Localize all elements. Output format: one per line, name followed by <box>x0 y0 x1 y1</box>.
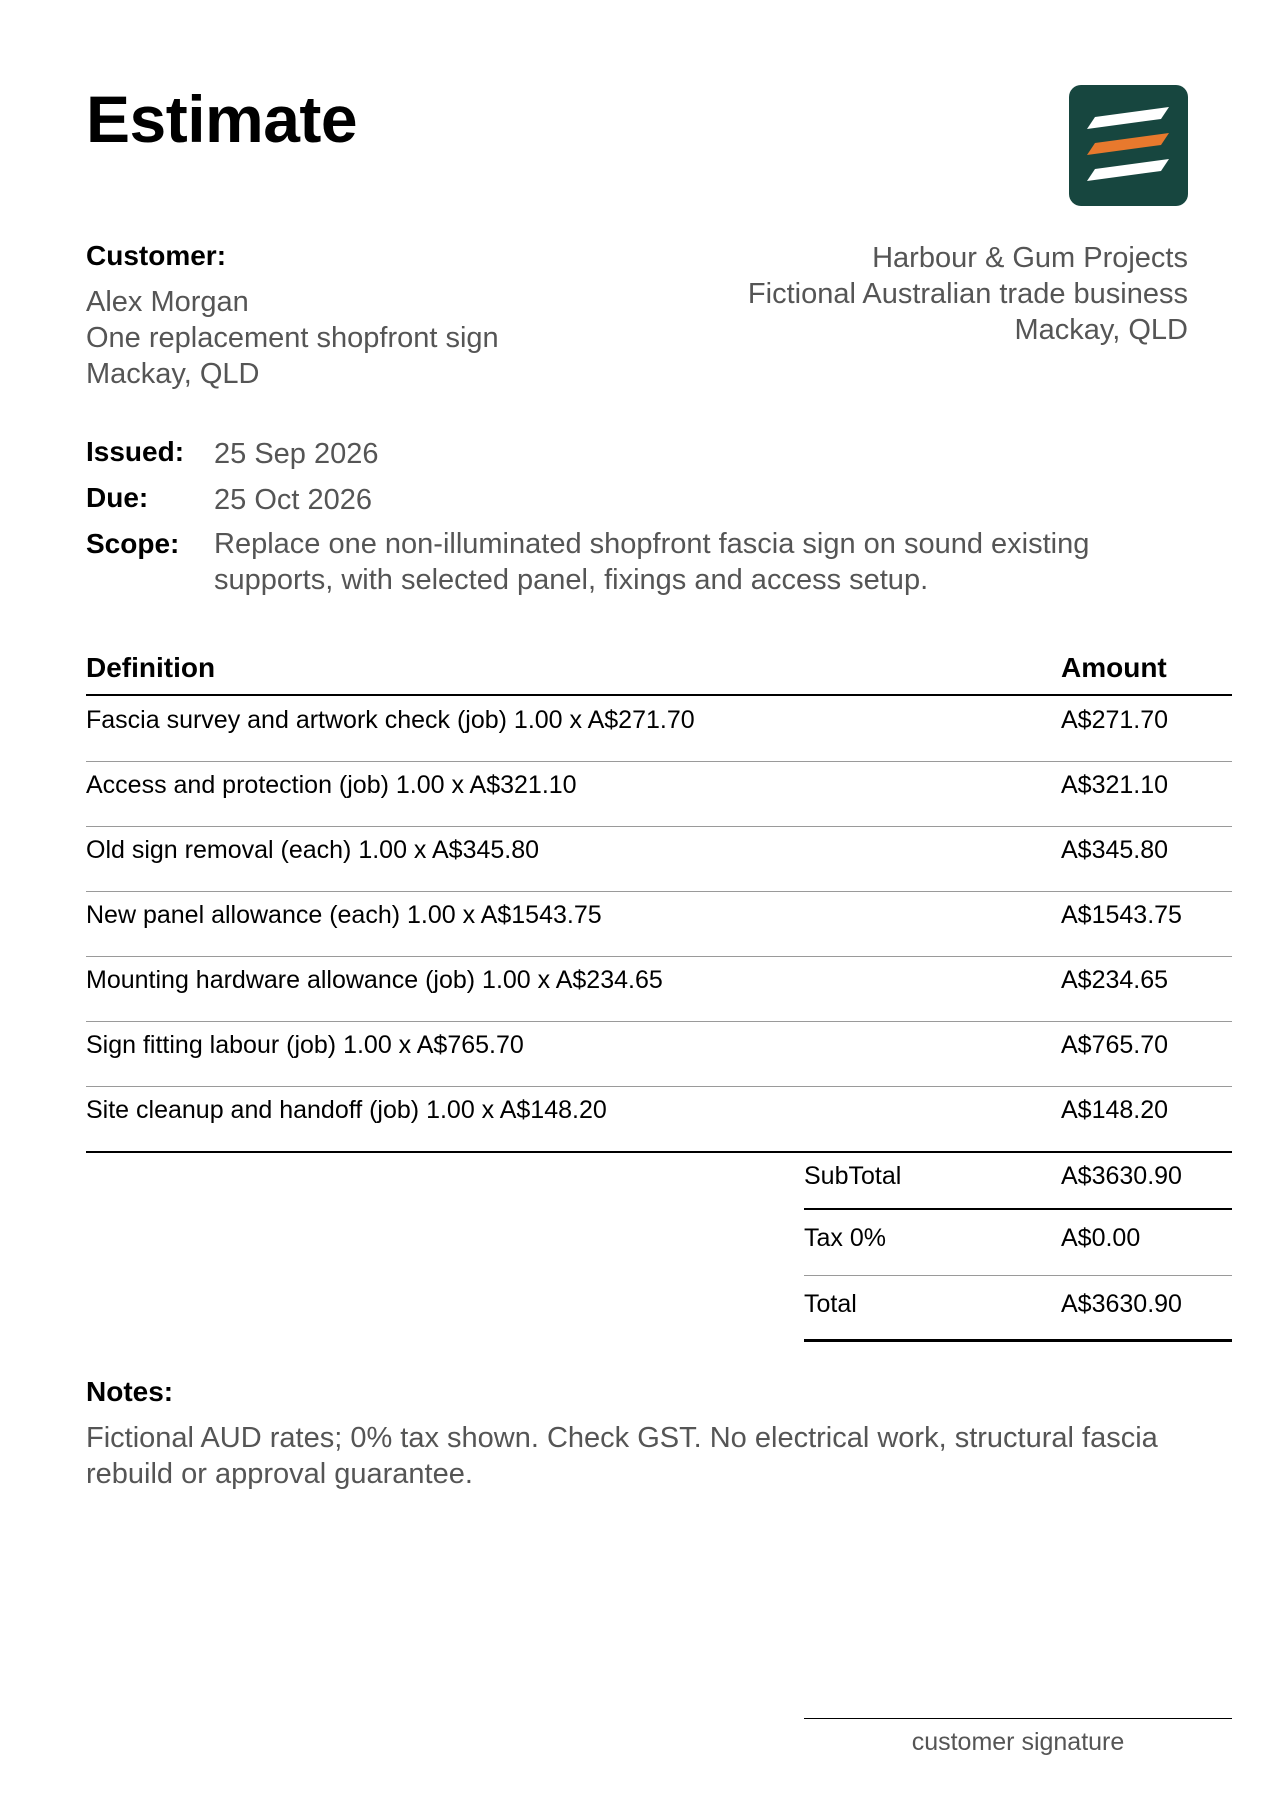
row-amount: A$234.65 <box>1061 966 1169 994</box>
row-amount: A$271.70 <box>1061 706 1169 734</box>
table-row <box>86 1086 1232 1153</box>
total-row <box>804 1276 1232 1342</box>
stacked-layers-logo-icon <box>1069 85 1188 206</box>
table-row <box>86 826 1232 892</box>
row-amount: A$765.70 <box>1061 1031 1169 1059</box>
row-definition: Site cleanup and handoff (job) 1.00 x A$148.20 <box>86 1096 607 1124</box>
row-amount: A$321.10 <box>1061 771 1169 799</box>
subtotal-label: SubTotal <box>804 1162 902 1190</box>
notes-text: Fictional AUD rates; 0% tax shown. Check GST. No electrical work, structural fascia rebuild or approval guarantee. <box>86 1422 1158 1490</box>
scope-text: Replace one non-illuminated shopfront fascia sign on sound existing supports, with selected panel, fixings and access setup. <box>214 528 1090 596</box>
business-details <box>748 240 1188 348</box>
business-name: Harbour & Gum Projects <box>872 242 1188 274</box>
table-row <box>86 696 1232 762</box>
total-value: A$3630.90 <box>1061 1290 1182 1318</box>
signature-line <box>804 1718 1232 1719</box>
scope-label: Scope: <box>86 528 180 559</box>
row-definition: Sign fitting labour (job) 1.00 x A$765.70 <box>86 1031 524 1059</box>
notes-label: Notes: <box>86 1376 174 1407</box>
tax-row <box>804 1210 1232 1276</box>
row-amount: A$345.80 <box>1061 836 1169 864</box>
business-description: Fictional Australian trade business <box>747 278 1188 310</box>
customer-job: One replacement shopfront sign <box>86 322 499 354</box>
subtotal-row <box>804 1152 1232 1210</box>
total-label: Total <box>804 1290 857 1318</box>
issued-label: Issued: <box>86 436 185 467</box>
row-definition: Mounting hardware allowance (job) 1.00 x A$234.65 <box>86 966 663 994</box>
table-row <box>86 761 1232 827</box>
row-amount: A$148.20 <box>1061 1096 1169 1124</box>
customer-label: Customer: <box>86 240 227 271</box>
due-date: 25 Oct 2026 <box>214 484 372 516</box>
row-amount: A$1543.75 <box>1061 901 1182 929</box>
issued-date: 25 Sep 2026 <box>214 438 379 470</box>
due-label: Due: <box>86 482 149 513</box>
definition-header: Definition <box>86 652 216 683</box>
customer-name: Alex Morgan <box>86 286 249 318</box>
subtotal-value: A$3630.90 <box>1061 1162 1182 1190</box>
tax-label: Tax 0% <box>804 1224 886 1252</box>
row-definition: Access and protection (job) 1.00 x A$321.10 <box>86 771 577 799</box>
customer-location: Mackay, QLD <box>86 358 260 390</box>
amount-header: Amount <box>1061 652 1167 683</box>
row-definition: Old sign removal (each) 1.00 x A$345.80 <box>86 836 540 864</box>
table-row <box>86 891 1232 957</box>
table-row <box>86 1021 1232 1087</box>
signature-label: customer signature <box>911 1728 1125 1756</box>
business-location: Mackay, QLD <box>1014 314 1188 346</box>
table-row <box>86 956 1232 1022</box>
tax-value: A$0.00 <box>1061 1224 1141 1252</box>
business-logo <box>1069 85 1188 206</box>
row-definition: Fascia survey and artwork check (job) 1.00 x A$271.70 <box>86 706 695 734</box>
row-definition: New panel allowance (each) 1.00 x A$1543.75 <box>86 901 602 929</box>
document-title: Estimate <box>86 82 358 156</box>
customer-details <box>86 284 499 392</box>
